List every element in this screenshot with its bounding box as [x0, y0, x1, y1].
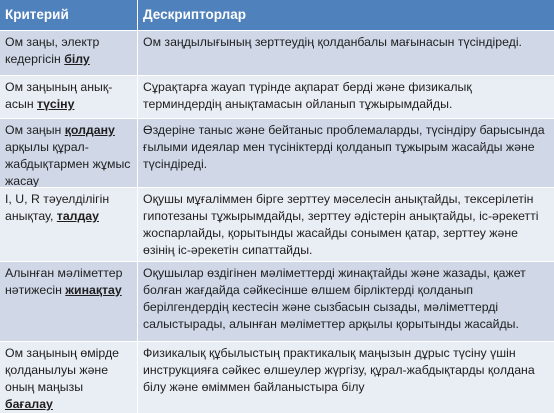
table-row: [0, 342, 554, 413]
criterion-cell: [0, 342, 138, 413]
criterion-cell: [0, 119, 138, 187]
criterion-text: Ом заңы, электр кедергісін: [5, 35, 100, 66]
table-row: [0, 119, 554, 188]
table-row: [0, 31, 554, 76]
criterion-text: Алынған мәліметтер нәтижесін: [5, 266, 123, 297]
descriptor-cell: Оқушы мұғаліммен бірге зерттеу мәселесін анықтайды, тексерілетін гипотезаны тұжырымдайды, зерттеу әдістерін анықтайды, іс-әрекетті жоспарлайды, қорытынды жасайды сонымен қатар, зерттеу және өзінің іс-әрекетін сипаттайды.: [143, 192, 539, 257]
header-descriptors: Дескрипторлар: [143, 7, 246, 22]
criterion-text-end: арқылы құрал-жабдықтармен жұмыс жасау: [5, 140, 131, 187]
header-criterion: Критерий: [0, 0, 138, 30]
descriptor-cell: Оқушылар өздігінен мәліметтерді жинақтайды және жазады, қажет болған жағдайда сәйкесінше өлшем бірліктерді қолданып берілгендердің кестесін және сызбасын сызады, мәліметтерді салыстырады, алынған мәліметтер арқылы қорытынды жасайды.: [143, 266, 526, 331]
descriptor-cell: Ом заңдылығының зерттеудің қолданбалы мағынасын түсіндіреді.: [143, 35, 522, 49]
criterion-cell: [0, 76, 138, 118]
descriptor-cell: Физикалық құбылыстың практикалық маңызын дұрыс түсіну үшін инструкцияға сәйкес өлшеулер жүргізу, құрал-жабдықтарды қолдана білу және өміммен байланыстыра білу: [143, 346, 535, 394]
table-header-row: [0, 0, 554, 31]
criterion-keyword: жинақтау: [65, 283, 122, 297]
table-row: [0, 188, 554, 262]
criterion-cell: [0, 262, 138, 341]
descriptor-cell: Өздеріне таныс және бейтаныс проблемаларды, түсіндіру барысында ғылыми идеялар мен түсініктерді қолданып тұжырым жасайды және түсіндіреді.: [143, 123, 545, 171]
criterion-cell: [0, 31, 138, 75]
criterion-text: Ом заңын: [5, 123, 65, 137]
table-row: [0, 76, 554, 119]
criterion-keyword: білу: [64, 52, 90, 66]
criterion-text: Ом заңының анық-асын: [5, 80, 113, 111]
criterion-keyword: бағалау: [5, 397, 53, 411]
table-row: [0, 262, 554, 342]
criterion-keyword: талдау: [56, 209, 99, 223]
criterion-text: I, U, R тәуелділігін анықтау,: [5, 192, 110, 223]
criterion-keyword: түсіну: [37, 97, 75, 111]
descriptor-cell: Сұрақтарға жауап түрінде ақпарат берді және физикалық терминдердің анықтамасын ойланып тұжырымдайды.: [143, 80, 472, 111]
criterion-keyword: қолдану: [64, 123, 115, 137]
criterion-cell: [0, 188, 138, 261]
criterion-text: Ом заңының өмірде қолданылуы және оның маңызы: [5, 346, 119, 394]
